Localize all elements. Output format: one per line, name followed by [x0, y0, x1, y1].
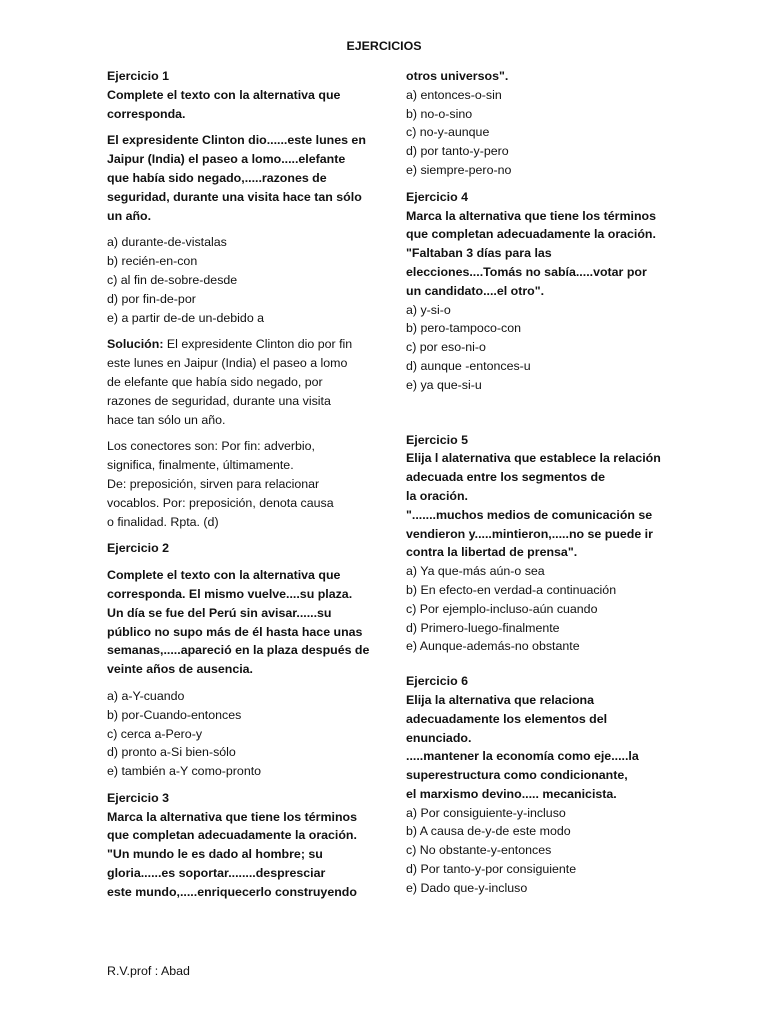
author-footer: R.V.prof : Abad [107, 964, 190, 978]
text-line: adecuadamente los elementos del [406, 711, 608, 726]
exercise-heading: Ejercicio 3 [107, 790, 169, 805]
text-line: un año. [107, 208, 152, 223]
exercise-heading: Ejercicio 2 [107, 541, 169, 556]
text-line: Jaipur (India) el paseo a lomo.....elefante [107, 152, 346, 167]
text-line: "Faltaban 3 días para las [406, 246, 552, 261]
text-line: semanas,.....apareció en la plaza después de [107, 643, 370, 658]
exercise-6-options [406, 804, 662, 898]
left-column [107, 67, 370, 910]
exercise-3-text [107, 789, 365, 902]
option-item: e) ya que-si-u [406, 377, 482, 392]
text-line: público no supo más de él hasta hace unas [107, 624, 363, 639]
option-item: b) A causa de-y-de este modo [406, 824, 571, 839]
text-line: "Un mundo le es dado al hombre; su [107, 847, 323, 862]
solution-line: hace tan sólo un año. [107, 412, 226, 427]
text-line: Marca la alternativa que tiene los términos [107, 809, 357, 824]
text-line: que completan adecuadamente la oración. [406, 227, 656, 242]
instruction-line: corresponda. [107, 106, 186, 121]
text-line: Un día se fue del Perú sin avisar......su [107, 605, 332, 620]
option-item: e) a partir de-de un-debido a [107, 310, 265, 325]
text-line: veinte años de ausencia. [107, 662, 253, 677]
text-line: corresponda. El mismo vuelve....su plaza. [107, 586, 353, 601]
text-line: que completan adecuadamente la oración. [107, 828, 357, 843]
option-item: d) aunque -entonces-u [406, 358, 531, 373]
text-line: superestructura como condicionante, [406, 768, 628, 783]
option-item: a) Por consiguiente-y-incluso [406, 805, 566, 820]
text-line: gloria......es soportar........despresciar [107, 866, 326, 881]
exercise-5-text [406, 431, 662, 563]
exercise-4-options [406, 301, 662, 395]
option-item: d) Primero-luego-finalmente [406, 620, 560, 635]
text-line: Elija l alaternativa que establece la relación [406, 451, 661, 466]
text-line: elecciones....Tomás no sabía.....votar por [406, 264, 647, 279]
text-line: que había sido negado,.....razones de [107, 170, 327, 185]
exercise-heading: Ejercicio 5 [406, 432, 468, 447]
option-item: a) entonces-o-sin [406, 87, 502, 102]
text-line: ".......muchos medios de comunicación se [406, 507, 653, 522]
connector-line: Los conectores son: Por fin: adverbio, [107, 439, 316, 454]
option-item: a) durante-de-vistalas [107, 235, 227, 250]
solution-line: razones de seguridad, durante una visita [107, 393, 331, 408]
exercise-heading: Ejercicio 4 [406, 189, 468, 204]
exercise-1-connectors [107, 437, 365, 531]
text-line: Marca la alternativa que tiene los términos [406, 208, 656, 223]
exercise-heading: Ejercicio 6 [406, 674, 468, 689]
text-line: contra la libertad de prensa". [406, 545, 578, 560]
option-item: e) Aunque-además-no obstante [406, 639, 580, 654]
exercise-2-heading [107, 539, 365, 558]
exercise-2-text [107, 566, 370, 679]
text-line: la oración. [406, 488, 468, 503]
option-item: c) Por ejemplo-incluso-aún cuando [406, 601, 598, 616]
exercise-2-options [107, 687, 365, 781]
option-item: b) En efecto-en verdad-a continuación [406, 582, 617, 597]
spacer [406, 664, 662, 672]
connector-line: o finalidad. Rpta. (d) [107, 514, 219, 529]
option-item: e) siempre-pero-no [406, 162, 512, 177]
spacer [406, 403, 662, 431]
exercise-3-continuation [406, 67, 662, 86]
option-item: c) al fin de-sobre-desde [107, 272, 238, 287]
option-item: c) No obstante-y-entonces [406, 843, 552, 858]
option-item: e) también a-Y como-pronto [107, 764, 262, 779]
connector-line: significa, finalmente, últimamente. [107, 458, 294, 473]
connector-line: De: preposición, sirven para relacionar [107, 476, 320, 491]
option-item: b) por-Cuando-entonces [107, 707, 242, 722]
option-item: b) pero-tampoco-con [406, 321, 522, 336]
text-line: seguridad, durante una visita hace tan sólo [107, 189, 362, 204]
option-item: b) recién-en-con [107, 254, 198, 269]
right-column [406, 67, 662, 906]
text-line: vendieron y.....mintieron,.....no se puede ir [406, 526, 653, 541]
text-line: este mundo,.....enriquecerlo construyendo [107, 884, 357, 899]
text-line: El expresidente Clinton dio......este lunes en [107, 133, 366, 148]
option-item: c) por eso-ni-o [406, 340, 486, 355]
option-item: b) no-o-sino [406, 106, 473, 121]
text-line: un candidato....el otro". [406, 283, 545, 298]
exercise-1-heading [107, 67, 365, 123]
option-item: d) pronto a-Si bien-sólo [107, 745, 236, 760]
connector-line: vocablos. Por: preposición, denota causa [107, 495, 334, 510]
option-item: e) Dado que-y-incluso [406, 880, 528, 895]
exercise-1-text [107, 131, 365, 225]
solution-text: El expresidente Clinton dio por fin [163, 337, 353, 352]
text-line: .....mantener la economía como eje.....la [406, 749, 639, 764]
exercise-6-text [406, 672, 662, 804]
text-line: el marxismo devino..... mecanicista. [406, 786, 617, 801]
solution-line [107, 335, 365, 354]
text-line: Complete el texto con la alternativa que [107, 568, 341, 583]
option-item: a) Ya que-más aún-o sea [406, 564, 545, 579]
option-item: d) por fin-de-por [107, 291, 196, 306]
text-line: adecuada entre los segmentos de [406, 470, 606, 485]
text-line: Elija la alternativa que relaciona [406, 692, 595, 707]
text-line: otros universos". [406, 69, 509, 83]
exercise-1-options [107, 233, 365, 327]
exercise-1-solution [107, 335, 365, 429]
exercise-heading: Ejercicio 1 [107, 69, 169, 83]
text-line: enunciado. [406, 730, 472, 745]
option-item: c) no-y-aunque [406, 125, 490, 140]
exercise-3-options [406, 86, 662, 180]
exercise-4-text [406, 188, 662, 301]
option-item: a) a-Y-cuando [107, 688, 185, 703]
solution-line: de elefante que había sido negado, por [107, 374, 323, 389]
instruction-line: Complete el texto con la alternativa que [107, 87, 341, 102]
option-item: c) cerca a-Pero-y [107, 726, 203, 741]
option-item: a) y-si-o [406, 302, 451, 317]
page-title: EJERCICIOS [346, 39, 422, 53]
option-item: d) Por tanto-y-por consiguiente [406, 862, 577, 877]
exercise-5-options [406, 562, 662, 656]
option-item: d) por tanto-y-pero [406, 144, 509, 159]
solution-label: Solución: [107, 337, 164, 352]
solution-line: este lunes en Jaipur (India) el paseo a lomo [107, 356, 348, 371]
